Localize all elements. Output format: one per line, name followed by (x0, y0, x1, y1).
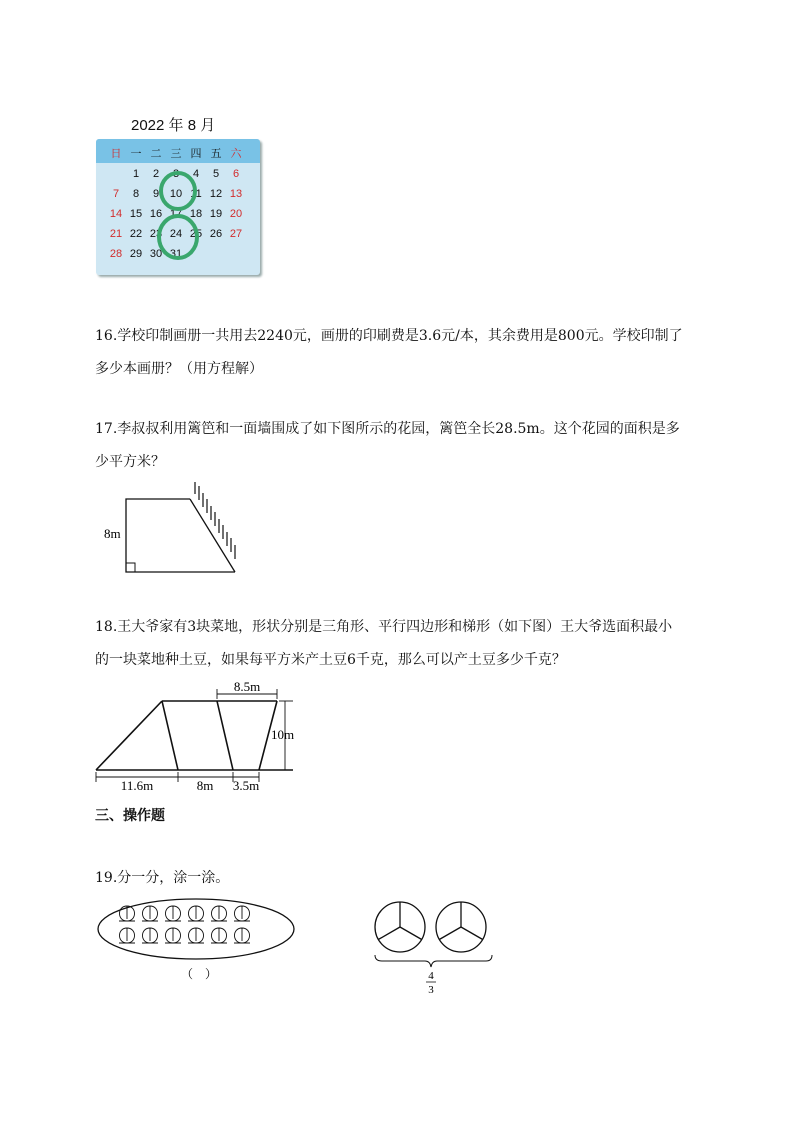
right-angle-mark (126, 563, 135, 572)
calendar-weekday: 一 (130, 148, 142, 160)
calendar-weekday: 二 (150, 148, 162, 160)
calendar-day: 24 (169, 228, 183, 240)
calendar-day: 11 (190, 188, 202, 200)
calendar-day: 8 (132, 188, 140, 200)
calendar-day: 12 (209, 188, 223, 200)
big-eight-watermark (156, 169, 206, 265)
wall-hatching (195, 482, 235, 559)
calendar-day: 29 (129, 248, 143, 260)
calendar-day: 14 (109, 208, 123, 220)
vegetable-plots-figure (90, 675, 305, 797)
calendar-title: 2022 年 8 月 (131, 117, 216, 134)
peach-icon (119, 928, 135, 943)
calendar-day: 10 (169, 188, 183, 200)
calendar-weekday: 四 (190, 148, 202, 160)
peach-icon (234, 906, 250, 921)
calendar-day: 22 (129, 228, 143, 240)
answer-blank: （ ） (181, 967, 218, 981)
peach-icon (142, 906, 158, 921)
question-18-line2: 的一块菜地种土豆，如果每平方米产土豆6千克，那么可以产土豆多少千克？ (95, 652, 566, 668)
calendar-day: 25 (189, 228, 203, 240)
question-16-line2: 多少本画册？（用方程解） (95, 361, 263, 377)
label-top-8-5m: 8.5m (233, 679, 261, 694)
garden-wall (190, 499, 235, 572)
garden-figure (95, 476, 245, 584)
calendar-day: 28 (109, 248, 123, 260)
section-3-heading: 三、操作题 (95, 808, 165, 824)
calendar-day: 30 (149, 248, 163, 260)
peach-icon (165, 928, 181, 943)
circles-fraction-figure (370, 897, 495, 997)
garden-fence (126, 499, 235, 572)
calendar-day: 23 (149, 228, 163, 240)
question-19: 19.分一分，涂一涂。 (95, 870, 230, 886)
peach-oval-figure (94, 895, 299, 985)
calendar-day: 26 (209, 228, 223, 240)
calendar-day: 21 (109, 228, 123, 240)
calendar-day: 15 (129, 208, 143, 220)
peach-icons (119, 906, 250, 943)
calendar-weekday: 五 (210, 148, 222, 160)
label-base-11-6m: 11.6m (120, 778, 154, 793)
question-17 (95, 413, 735, 479)
label-height-10m: 10m (271, 727, 295, 742)
peach-icon (188, 906, 204, 921)
calendar-day: 27 (229, 228, 243, 240)
question-18 (95, 611, 735, 677)
label-base-3-5m: 3.5m (232, 778, 260, 793)
question-16-line1: 16.学校印制画册一共用去2240元，画册的印刷费是3.6元/本，其余费用是800元。学校印制了 (95, 328, 683, 344)
calendar (96, 139, 260, 275)
calendar-day: 5 (212, 168, 220, 180)
question-18-line1: 18.王大爷家有3块菜地，形状分别是三角形、平行四边形和梯形（如下图）王大爷选面积最小 (95, 619, 673, 635)
peach-icon (119, 906, 135, 921)
question-17-line1: 17.李叔叔利用篱笆和一面墙围成了如下图所示的花园，篱笆全长28.5m。这个花园的面积是多 (95, 421, 680, 437)
calendar-day: 13 (229, 188, 243, 200)
calendar-day: 6 (232, 168, 240, 180)
calendar-day: 20 (229, 208, 243, 220)
calendar-day: 17 (169, 208, 183, 220)
calendar-day: 3 (172, 168, 180, 180)
calendar-day: 7 (112, 188, 120, 200)
peach-icon (211, 928, 227, 943)
calendar-day: 19 (209, 208, 223, 220)
label-base-8m: 8m (196, 778, 214, 793)
calendar-day: 18 (189, 208, 203, 220)
peach-icon (188, 928, 204, 943)
calendar-day: 31 (169, 248, 183, 260)
calendar-day: 9 (152, 188, 160, 200)
calendar-weekday: 六 (230, 148, 242, 160)
fraction-denominator: 3 (428, 984, 434, 996)
fraction-numerator: 4 (428, 970, 434, 982)
calendar-day: 2 (152, 168, 160, 180)
garden-height-label: 8m (104, 526, 121, 541)
question-17-line2: 少平方米？ (95, 454, 165, 470)
peach-icon (142, 928, 158, 943)
peach-icon (234, 928, 250, 943)
calendar-day: 4 (192, 168, 200, 180)
peach-icon (211, 906, 227, 921)
peach-icon (165, 906, 181, 921)
calendar-weekday: 三 (170, 148, 182, 160)
question-16 (95, 320, 735, 386)
calendar-weekday: 日 (110, 148, 122, 160)
calendar-day: 1 (132, 168, 140, 180)
calendar-day: 16 (149, 208, 163, 220)
